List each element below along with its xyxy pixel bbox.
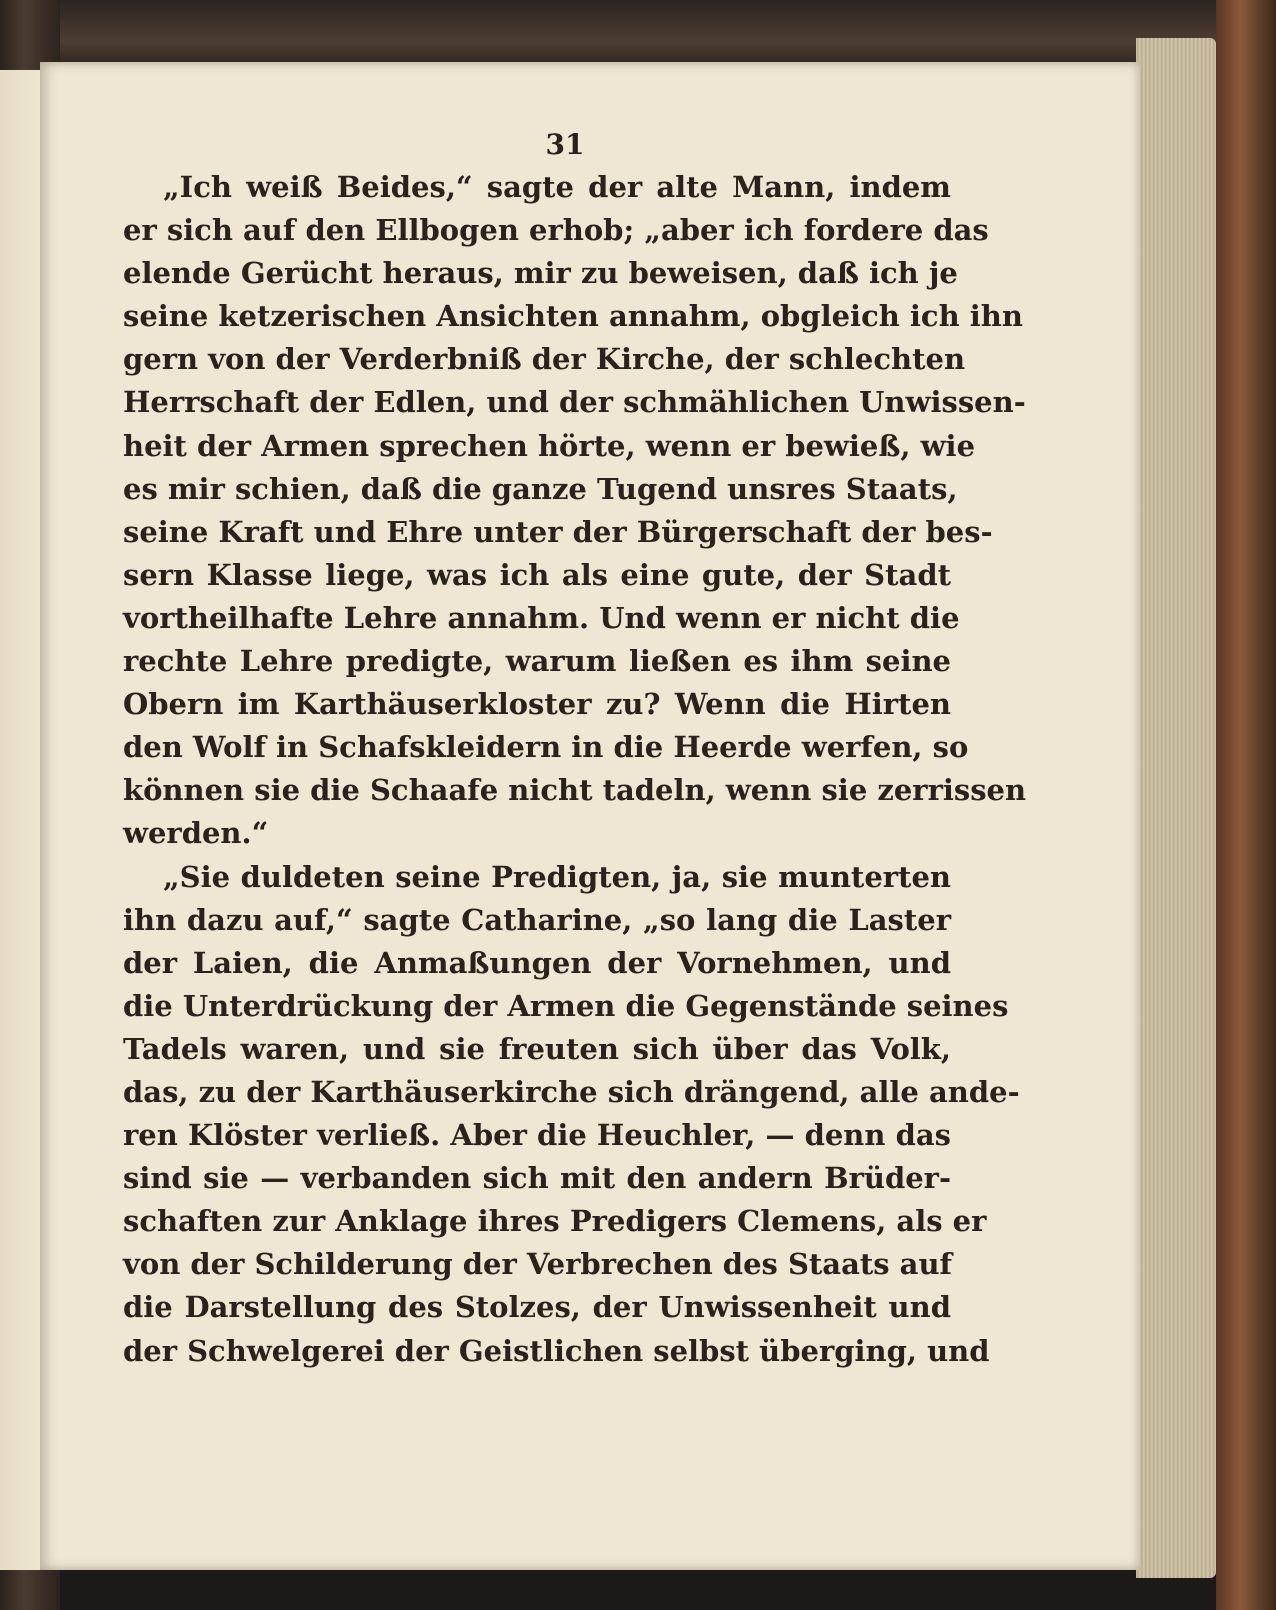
text-line: rechte Lehre predigte, warum ließen es ihm seine [123,644,951,679]
paragraph [123,166,1027,856]
paragraph [123,856,1020,1373]
text-line: Herrschaft der Edlen, und der schmählichen Unwissen- [123,385,1026,420]
text-line: ihn dazu auf,“ sagte Catharine, „so lang die Laster [123,902,951,937]
text-line: es mir schien, daß die ganze Tugend unsres Staats, [123,471,958,506]
text-line: Tadels waren, und sie freuten sich über das Volk, [123,1031,951,1066]
text-line: „Ich weiß Beides,“ sagte der alte Mann, indem [163,170,951,204]
text-line: seine ketzerischen Ansichten annahm, obgleich ich ihn [123,299,1023,334]
text-line: den Wolf in Schafskleidern in die Heerde werfen, so [123,730,969,765]
page-number: 31 [545,128,585,161]
text-line: können sie die Schaafe nicht tadeln, wenn sie zerrissen [123,773,1027,808]
text-line: sind sie — verbanden sich mit den andern Brüder- [123,1161,951,1196]
text-line: der Schwelgerei der Geistlichen selbst überging, und [123,1333,990,1368]
text-line: seine Kraft und Ehre unter der Bürgerschaft der bes- [123,514,993,549]
text-line: Obern im Karthäuserkloster zu? Wenn die Hirten [123,687,951,722]
text-line: „Sie duldeten seine Predigten, ja, sie munterten [163,859,951,894]
text-line: werden.“ [123,816,269,851]
text-line: vortheilhafte Lehre annahm. Und wenn er nicht die [123,600,960,635]
text-line: der Laien, die Anmaßungen der Vornehmen, und [123,945,951,980]
text-line: das, zu der Karthäuserkirche sich drängend, alle ande- [123,1074,1020,1109]
page-stack-edge [1136,38,1216,1578]
text-line: von der Schilderung der Verbrechen des Staats auf [123,1247,953,1282]
text-line: die Unterdrückung der Armen die Gegenstände seines [123,988,1009,1023]
text-line: gern von der Verderbniß der Kirche, der schlechten [123,342,966,377]
text-line: schaften zur Anklage ihres Predigers Clemens, als er [123,1204,987,1239]
text-line: elende Gerücht heraus, mir zu beweisen, daß ich je [123,256,958,291]
text-line: sern Klasse liege, was ich als eine gute, der Stadt [123,557,951,592]
book-cover-right [1216,0,1276,1610]
book-cover-top [0,0,1276,70]
body-text [123,166,1027,1373]
text-line: ren Klöster verließ. Aber die Heuchler, — denn das [123,1118,951,1153]
book-page [40,62,1140,1570]
text-line: heit der Armen sprechen hörte, wenn er bewieß, wie [123,428,976,463]
text-line: die Darstellung des Stolzes, der Unwissenheit und [123,1290,951,1325]
text-line: er sich auf den Ellbogen erhob; „aber ich fordere das [123,213,989,248]
